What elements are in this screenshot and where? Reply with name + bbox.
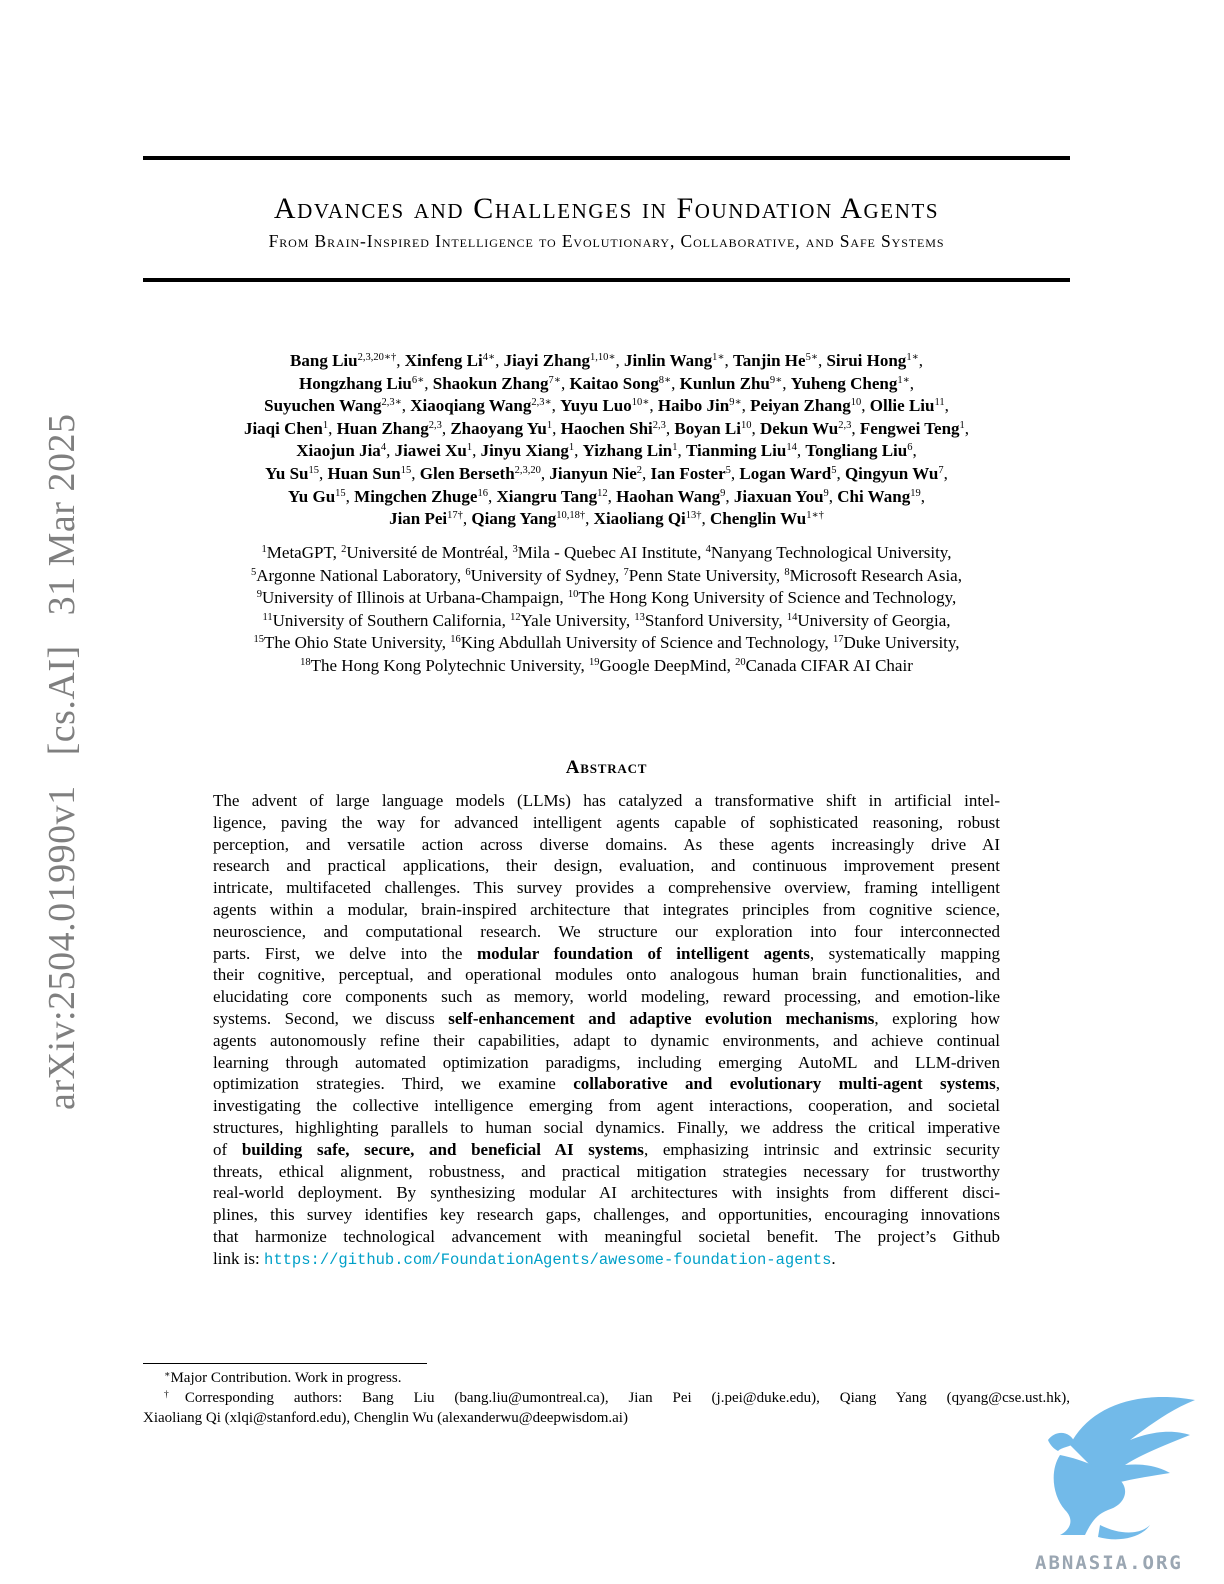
affiliation-name: Yale University <box>520 610 626 630</box>
abstract-text: of <box>213 1139 242 1159</box>
author-affiliation-marker: 11 <box>934 397 945 409</box>
arxiv-category: [cs.AI] <box>41 645 83 756</box>
author-affiliation-marker: 2,3,20∗† <box>357 352 397 364</box>
author-name: Haochen Shi <box>560 418 653 438</box>
author-line: Jian Pei$^{17\dagger}$, Qiang Yang$^{10,18\dagger}$, Xiaoliang $Qi^{13\dagger}$, Chenglin $Wu^{1∗\dagger}$ <box>389 509 824 529</box>
affiliation-number: 13 <box>634 612 645 624</box>
author-name: Jianyun Nie <box>549 463 637 483</box>
affiliation-number: 6 <box>465 566 471 578</box>
abstract-line <box>213 899 1000 921</box>
author-affiliation-marker: 17† <box>447 510 463 522</box>
author-name: Yu Su <box>265 463 309 483</box>
author-name: Huan Sun <box>327 463 401 483</box>
affiliation-list <box>150 542 1063 678</box>
abstract-text: , exploring how <box>874 1008 1000 1028</box>
author-affiliation-marker: 16 <box>477 487 488 499</box>
author-name: Tongliang Liu <box>805 441 908 461</box>
author-name: Hongzhang Liu <box>298 373 412 393</box>
author-line: Yu Su$^{15}$, Huan Sun$^{15}$, Glen Berseth$^{2,3,20}$, Jianyun Nie$^2$, Ian Foster$^5$, Logan Ward$^5$, Qingyun Wu$^7$, <box>265 463 948 483</box>
abstract-text: real-world deployment. By synthesizing modular AI architectures with insights from different disci- <box>213 1183 1000 1203</box>
abstract-emphasis: building safe, secure, and beneficial AI systems <box>241 1139 644 1159</box>
abstract-line <box>213 1226 1000 1248</box>
abstract-text: that harmonize technological advancement with meaningful societal benefit. The project’s Github <box>213 1226 1000 1246</box>
author-name: Suyuchen Wang <box>264 396 382 416</box>
author-affiliation-marker: 15 <box>335 487 346 499</box>
affiliation-number: 3 <box>512 544 518 556</box>
footnote-corresponding-authors-continued: Xiaoliang Qi (xlqi@stanford.edu), Chenglin Wu (alexanderwu@deepwisdom.ai) <box>143 1410 628 1426</box>
abstract-line <box>213 1182 1000 1204</box>
affiliation-name: Penn State University <box>628 565 776 585</box>
affiliation-name: Mila - Quebec AI Institute <box>517 543 698 562</box>
author-name: Bang Liu <box>290 351 358 370</box>
arxiv-id: arXiv:2504.01990v1 <box>41 785 83 1110</box>
author-name: Zhaoyang Yu <box>450 418 547 438</box>
abstract-text: learning through automated optimization paradigms, including emerging AutoML and LLM-driven <box>213 1052 1000 1072</box>
author-name: Haibo Jin <box>657 396 730 416</box>
author-affiliation-marker: 10 <box>740 420 752 432</box>
author-name: Xiangru Tang <box>496 486 598 506</box>
affiliation-name: King Abdullah University of Science and Technology <box>460 633 825 653</box>
author-name: Mingchen Zhuge <box>354 486 478 506</box>
abstract-line <box>213 1161 1000 1183</box>
author-name: Jian Pei <box>389 509 448 529</box>
affiliation-name: University of Southern California <box>272 610 502 630</box>
author-name: Yu Gu <box>288 486 336 506</box>
author-name: Yizhang Lin <box>582 441 673 461</box>
affiliation-number: 1 <box>261 544 267 556</box>
author-affiliation-marker: 7 <box>938 465 944 477</box>
affiliation-name: The Hong Kong University of Science and Technology <box>578 588 953 608</box>
author-name: Sirui Hong <box>826 351 907 370</box>
author-affiliation-marker: 1 <box>959 420 965 432</box>
griffin-watermark-logo <box>1030 1385 1200 1545</box>
author-name: Yuheng Cheng <box>790 373 898 393</box>
footnote-mark: † <box>164 1389 185 1400</box>
abstract-text: , <box>995 1074 1000 1094</box>
affiliation-name: Microsoft Research Asia <box>789 565 958 585</box>
author-name: Logan Ward <box>739 463 832 483</box>
author-affiliation-marker: 5 <box>725 465 731 477</box>
author-name: Xiaoqiang Wang <box>410 396 532 416</box>
author-affiliation-marker: 2,3∗ <box>531 397 552 409</box>
affiliation-line: $^5$Argonne National Laboratory, $^6$University of Sydney, $^7$Penn State University, $^8$Microsoft Research Asia, <box>251 565 962 585</box>
author-name: Jiayi Zhang <box>503 351 591 370</box>
author-name: Kaitao Song <box>569 373 659 393</box>
author-name: Tianming Liu <box>686 441 787 461</box>
author-affiliation-marker: 1 <box>546 420 553 432</box>
author-affiliation-marker: 4∗ <box>482 352 496 364</box>
footnote-text: Major Contribution. Work in progress. <box>170 1370 402 1386</box>
author-affiliation-marker: 15 <box>308 465 319 477</box>
author-affiliation-marker: 2,3∗ <box>381 397 402 409</box>
footnote-major-contribution <box>143 1368 1070 1388</box>
abstract-line <box>213 855 1000 877</box>
affiliation-name: The Hong Kong Polytechnic University <box>310 655 581 675</box>
abstract-text: optimization strategies. Third, we examine <box>213 1074 574 1094</box>
author-affiliation-marker: 1 <box>672 442 678 454</box>
affiliation-name: Argonne National Laboratory <box>256 565 457 585</box>
abstract-text: ligence, paving the way for advanced intelligent agents capable of sophisticated reasoning, robust <box>213 812 1000 832</box>
author-name: Xiaoliang Qi <box>593 509 686 529</box>
author-affiliation-marker: 1∗† <box>806 510 824 522</box>
affiliation-name: Stanford University <box>644 610 779 630</box>
footnotes <box>143 1368 1070 1428</box>
author-affiliation-marker: 14 <box>786 442 797 454</box>
affiliation-line: $^{15}$The Ohio State University, $^{16}$King Abdullah University of Science and Technology, $^{17}$Duke University, <box>253 633 960 653</box>
author-name: Jiaqi Chen <box>243 418 323 438</box>
author-affiliation-marker: 9 <box>823 487 829 499</box>
abstract-line <box>213 1073 1000 1095</box>
footnote-mark: ∗ <box>164 1369 171 1380</box>
author-affiliation-marker: 8∗ <box>658 374 672 386</box>
abstract-text: , systematically mapping <box>809 943 1000 963</box>
abstract-text: agents within a modular, brain-inspired architecture that integrates principles from cognitive science, <box>213 899 1000 919</box>
affiliation-name: The Ohio State University <box>263 633 442 653</box>
affiliation-line: $^9$University of Illinois at Urbana-Champaign, $^{10}$The Hong Kong University of Science and Technology, <box>256 588 957 608</box>
author-affiliation-marker: 1 <box>568 442 575 454</box>
author-affiliation-marker: 10 <box>850 397 862 409</box>
abstract-text: . <box>831 1248 836 1268</box>
author-name: Jiawei Xu <box>394 441 467 461</box>
abstract-line <box>213 1204 1000 1226</box>
affiliation-line: $^{18}$The Hong Kong Polytechnic University, $^{19}$Google DeepMind, $^{20}$Canada CIFAR AI Chair <box>300 655 913 675</box>
abstract-line <box>213 790 1000 812</box>
author-affiliation-marker: 2,3,20 <box>514 465 541 477</box>
affiliation-number: 20 <box>735 657 746 669</box>
watermark-text: ABNASIA.ORG <box>1035 1552 1183 1574</box>
author-name: Huan Zhang <box>336 418 429 438</box>
abstract-text: research and practical applications, their design, evaluation, and continuous improvement present <box>213 856 1000 876</box>
tail-shape <box>1098 1525 1150 1539</box>
github-link[interactable]: https://github.com/FoundationAgents/awesome-foundation-agents <box>264 1250 832 1269</box>
abstract-text: perception, and versatile action across diverse domains. As these agents increasingly drive AI <box>213 834 1000 854</box>
author-name: Chi Wang <box>837 486 911 506</box>
abstract-emphasis: collaborative and evolutionary multi-agent systems <box>573 1074 996 1094</box>
abstract-text: threats, ethical alignment, robustness, and practical mitigation strategies necessary for trustworthy <box>213 1161 1000 1181</box>
affiliation-number: 19 <box>589 657 600 669</box>
author-name: Chenglin Wu <box>710 509 807 529</box>
affiliation-number: 10 <box>567 589 579 601</box>
bottom-rule <box>143 278 1070 282</box>
author-affiliation-marker: 2 <box>636 465 643 477</box>
abstract-text: parts. First, we delve into the <box>213 943 478 963</box>
abstract-emphasis: modular foundation of intelligent agents <box>477 943 810 963</box>
author-name: Jinyu Xiang <box>480 441 569 461</box>
abstract-text: neuroscience, and computational research. We structure our exploration into four interconnected <box>213 921 1000 941</box>
abstract-body <box>213 790 1000 1272</box>
abstract-text: intricate, multifaceted challenges. This survey provides a comprehensive overview, framing intelligent <box>213 878 1000 898</box>
affiliation-name: Google DeepMind <box>599 655 727 675</box>
abstract-emphasis: self-enhancement and adaptive evolution mechanisms <box>448 1008 875 1028</box>
author-affiliation-marker: 1 <box>466 442 473 454</box>
author-affiliation-marker: 2,3 <box>838 420 852 432</box>
abstract-text: investigating the collective intelligence emerging from agent interactions, cooperation, and societal <box>213 1096 1000 1116</box>
abstract-line <box>213 986 1000 1008</box>
abstract-text: their cognitive, perceptual, and operational modules onto analogous human brain functionalities, and <box>213 965 1000 985</box>
abstract-line <box>213 812 1000 834</box>
author-name: Peiyan Zhang <box>750 396 851 416</box>
affiliation-name: Duke University <box>843 633 956 653</box>
head-shape <box>1048 1433 1075 1451</box>
abstract-line <box>213 943 1000 965</box>
abstract-line <box>213 1117 1000 1139</box>
affiliation-number: 4 <box>705 544 711 556</box>
author-affiliation-marker: 7∗ <box>548 374 561 386</box>
paper-title: Advances and Challenges in Foundation Agents <box>273 192 940 225</box>
abstract-heading: Abstract <box>565 757 648 778</box>
affiliation-number: 15 <box>253 634 264 646</box>
affiliation-number: 14 <box>786 612 798 624</box>
author-name: Boyan Li <box>674 418 741 438</box>
author-affiliation-marker: 5 <box>831 465 837 477</box>
author-line: Xiaojun Jia$^4$, Jiawei Xu$^1$, Jinyu Xiang$^1$, Yizhang Lin$^1$, Tianming Liu$^{14}$, Tongliang Liu$^6$, <box>296 441 917 461</box>
author-affiliation-marker: 9∗ <box>769 374 783 386</box>
author-line: Hongzhang Liu$^{6∗}$, Shaokun Zhang$^{7∗}$, Kaitao Song$^{8∗}$, Kunlun Zhu$^{9∗}$, Yuheng Cheng$^{1∗}$, <box>298 373 915 393</box>
abstract-text: structures, highlighting parallels to human social dynamics. Finally, we address the critical imperative <box>213 1117 1000 1137</box>
author-affiliation-marker: 2,3 <box>652 420 666 432</box>
abstract-line <box>213 1008 1000 1030</box>
footnote-text: Corresponding authors: Bang Liu (bang.liu@umontreal.ca), Jian Pei (j.pei@duke.edu), Qiang Yang (qyang@cse.ust.hk), <box>184 1390 1070 1406</box>
author-affiliation-marker: 6 <box>907 442 913 454</box>
footnote-rule <box>143 1363 427 1364</box>
author-affiliation-marker: 13† <box>685 510 702 522</box>
affiliation-name: University of Illinois at Urbana-Champaign <box>261 588 560 608</box>
author-name: Tanjin He <box>732 351 806 370</box>
abstract-text: elucidating core components such as memory, world modeling, reward processing, and emotion-like <box>213 987 1000 1007</box>
abstract-text: link is: <box>213 1248 265 1268</box>
affiliation-name: MetaGPT <box>266 543 333 562</box>
affiliation-number: 17 <box>833 634 844 646</box>
author-name: Qiang Yang <box>471 509 557 529</box>
author-name: Glen Berseth <box>419 463 515 483</box>
affiliation-number: 5 <box>251 566 257 578</box>
author-affiliation-marker: 12 <box>597 487 608 499</box>
arxiv-sidebar-stamp <box>40 413 84 1110</box>
affiliation-number: 7 <box>623 566 629 578</box>
author-affiliation-marker: 9 <box>720 487 726 499</box>
abstract-line <box>213 1095 1000 1117</box>
abstract-text: plines, this survey identifies key research gaps, challenges, and opportunities, encouraging innovations <box>213 1205 1000 1225</box>
affiliation-name: Canada CIFAR AI Chair <box>745 655 913 675</box>
author-name: Kunlun Zhu <box>679 373 770 393</box>
author-name: Xiaojun Jia <box>296 441 381 461</box>
author-affiliation-marker: 4 <box>380 442 387 454</box>
author-affiliation-marker: 10∗ <box>631 397 650 409</box>
affiliation-number: 8 <box>784 566 790 578</box>
author-affiliation-marker: 1,10∗ <box>590 352 616 364</box>
author-name: Yuyu Luo <box>560 396 632 416</box>
affiliation-number: 18 <box>300 657 311 669</box>
title-block <box>143 190 1070 252</box>
author-line: Suyuchen Wang$^{2,3∗}$, Xiaoqiang Wang$^{2,3∗}$, Yuyu Luo$^{10∗}$, Haibo Jin$^{9∗}$, Peiyan Zhang$^{10}$, Ollie Liu$^{11}$, <box>264 396 949 416</box>
abstract-line <box>213 834 1000 856</box>
author-affiliation-marker: 1∗ <box>712 352 725 364</box>
paper-subtitle: From Brain-Inspired Intelligence to Evolutionary, Collaborative, and Safe Systems <box>268 231 945 251</box>
affiliation-name: University of Georgia <box>797 610 947 630</box>
affiliation-line: $^{11}$University of Southern California, $^{12}$Yale University, $^{13}$Stanford University, $^{14}$University of Georgia, <box>262 610 951 630</box>
author-affiliation-marker: 10,18† <box>556 510 586 522</box>
author-affiliation-marker: 5∗ <box>805 352 818 364</box>
abstract-line <box>213 1030 1000 1052</box>
author-name: Fengwei Teng <box>859 418 960 438</box>
affiliation-number: 11 <box>262 612 273 624</box>
author-affiliation-marker: 9∗ <box>729 397 742 409</box>
affiliation-number: 12 <box>510 612 521 624</box>
abstract-text: , emphasizing intrinsic and extrinsic security <box>643 1139 1000 1159</box>
abstract-line <box>213 921 1000 943</box>
author-name: Ollie Liu <box>869 396 935 416</box>
author-name: Haohan Wang <box>616 486 721 506</box>
affiliation-number: 2 <box>341 544 347 556</box>
affiliation-name: University of Sydney <box>470 565 615 585</box>
author-affiliation-marker: 1∗ <box>906 352 919 364</box>
abstract-line <box>213 1052 1000 1074</box>
abstract-line <box>213 877 1000 899</box>
author-affiliation-marker: 1∗ <box>897 374 910 386</box>
abstract-line <box>213 1248 1000 1272</box>
author-name: Xinfeng Li <box>404 351 483 370</box>
affiliation-number: 16 <box>450 634 461 646</box>
abstract-line <box>213 964 1000 986</box>
author-name: Qingyun Wu <box>844 463 939 483</box>
author-name: Shaokun Zhang <box>432 373 549 393</box>
author-affiliation-marker: 19 <box>910 487 921 499</box>
author-line: Jiaqi Chen$^1$, Huan Zhang$^{2,3}$, Zhaoyang Yu$^1$, Haochen Shi$^{2,3}$, Boyan Li$^{10}$, Dekun Wu$^{2,3}$, Fengwei Teng$^1$, <box>243 418 970 438</box>
abstract-text: systems. Second, we discuss <box>213 1008 449 1028</box>
author-affiliation-marker: 1 <box>322 420 329 432</box>
affiliation-number: 9 <box>256 589 262 601</box>
author-name: Dekun Wu <box>759 418 839 438</box>
top-rule <box>143 156 1070 160</box>
author-name: Ian Foster <box>650 463 726 483</box>
author-list <box>150 350 1063 531</box>
footnote-corresponding-authors <box>143 1388 1070 1408</box>
abstract-line <box>213 1139 1000 1161</box>
abstract-text: The advent of large language models (LLMs) has catalyzed a transformative shift in artificial intel- <box>213 791 1000 810</box>
affiliation-line: $^1$MetaGPT, $^2$Université de Montréal, $^3$Mila - Quebec AI Institute, $^4$Nanyang Technological University, <box>261 543 952 562</box>
author-name: Jiaxuan You <box>733 486 824 506</box>
author-line: Bang Liu$^{2,3,20∗\dagger}$, Xinfeng $Li^{4∗}$, Jiayi Zhang$^{1,10∗}$, Jinlin Wang$^{1∗}$, Tanjin $He^{5∗}$, Sirui Hong$^{1∗}$, <box>290 351 923 370</box>
author-affiliation-marker: 2,3 <box>428 420 442 432</box>
affiliation-name: Université de Montréal <box>346 543 505 562</box>
author-line: Yu Gu$^{15}$, Mingchen Zhuge$^{16}$, Xiangru Tang$^{12}$, Haohan Wang$^9$, Jiaxuan You$^9$, Chi Wang$^{19}$, <box>288 486 925 506</box>
author-affiliation-marker: 6∗ <box>411 374 425 386</box>
author-name: Jinlin Wang <box>624 351 713 370</box>
affiliation-name: Nanyang Technological University <box>710 543 948 562</box>
abstract-text: agents autonomously refine their capabilities, adapt to dynamic environments, and achieve continual <box>213 1030 1000 1050</box>
arxiv-date: 31 Mar 2025 <box>41 413 83 616</box>
author-affiliation-marker: 15 <box>400 465 412 477</box>
